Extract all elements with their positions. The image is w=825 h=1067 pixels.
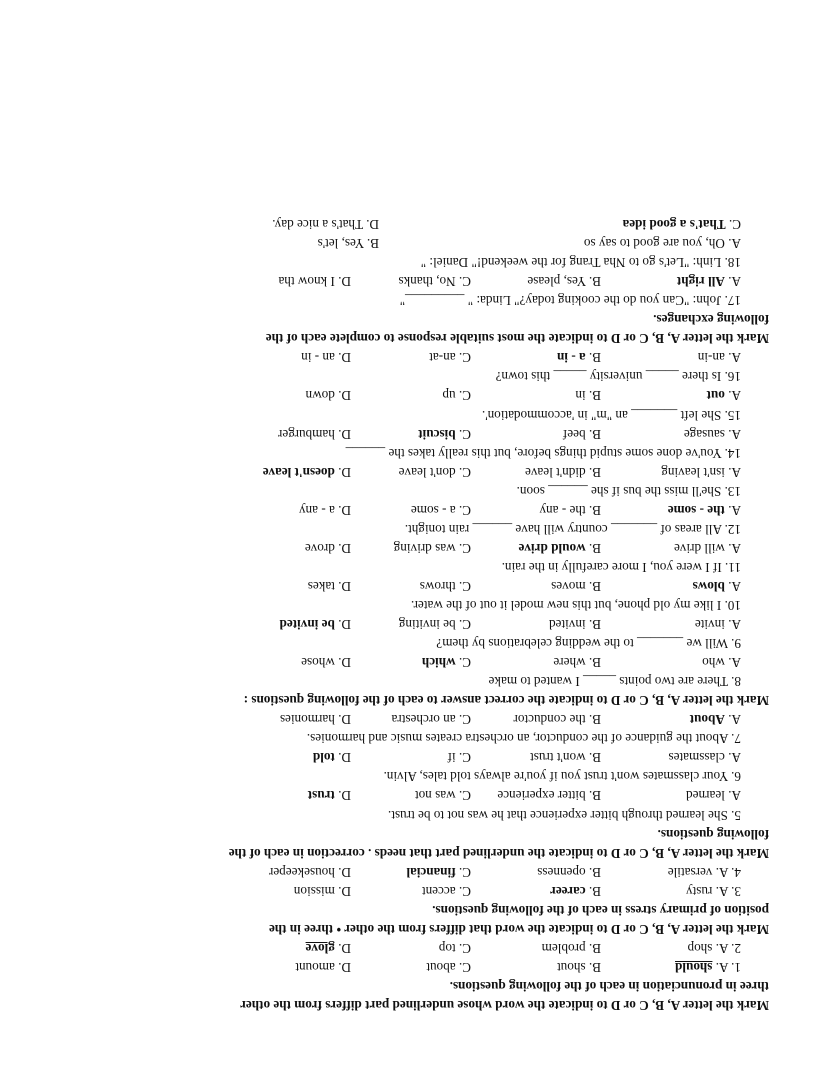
answer-options-row xyxy=(49,386,769,405)
question-stem: 7. About the guidance of the conductor, an orchestra creates music and harmonies. xyxy=(306,731,741,747)
answer-option xyxy=(422,653,471,672)
option-letter: A. xyxy=(728,788,741,804)
option-letter: D. xyxy=(338,502,351,518)
section-instruction: following questions. xyxy=(657,826,769,842)
answer-option xyxy=(698,348,741,367)
option-text: was not xyxy=(414,788,456,804)
option-letter: A. xyxy=(728,578,741,594)
option-letter: C. xyxy=(458,788,471,804)
answer-option xyxy=(392,710,471,729)
answer-options-row xyxy=(49,786,769,805)
option-letter: A. xyxy=(728,464,741,480)
option-letter: D. xyxy=(338,788,351,804)
option-text: drove xyxy=(304,540,335,556)
option-text: That's a nice day. xyxy=(272,217,364,233)
option-text: I know tha xyxy=(278,274,335,290)
question-stem: 9. Will we _______ to the wedding celebrations by them? xyxy=(436,636,741,652)
question-stem: 15. She left _______ an "m" in 'accommodation'. xyxy=(481,407,741,423)
option-text: blows xyxy=(692,578,725,594)
option-text: throws xyxy=(419,578,456,594)
option-letter: C. xyxy=(458,502,471,518)
answer-option xyxy=(398,272,471,291)
option-text: a - some xyxy=(410,502,456,518)
question-stem: 17. John: "Can you do the cooking today?" Linda: " _________" xyxy=(399,293,741,309)
option-letter: C. xyxy=(458,426,471,442)
answer-options-row xyxy=(49,748,769,767)
answer-option xyxy=(551,577,601,596)
option-letter: D. xyxy=(338,959,351,975)
answer-option xyxy=(707,386,741,405)
option-text: hamburger xyxy=(277,426,335,442)
option-text: would drive xyxy=(518,540,586,556)
answer-option xyxy=(308,577,351,596)
answer-option xyxy=(418,425,471,444)
option-letter: B. xyxy=(588,578,601,594)
section-instruction: Mark the letter A, B, C or D to indicate the word that differs from the other • three in the xyxy=(268,921,769,937)
option-text: will drive xyxy=(673,540,725,556)
option-letter: C. xyxy=(458,540,471,556)
exam-content xyxy=(49,215,769,1015)
question-stem: 16. Is there _____ university _____ this town? xyxy=(495,369,741,385)
option-text: moves xyxy=(551,578,586,594)
answer-options-row xyxy=(49,463,769,482)
answer-option xyxy=(280,615,351,634)
option-text: in xyxy=(575,388,586,404)
answer-option xyxy=(513,710,601,729)
option-text: an-in xyxy=(697,350,725,366)
answer-options-row xyxy=(49,958,769,977)
answer-option xyxy=(661,463,741,482)
answer-option xyxy=(684,425,741,444)
option-letter: A. xyxy=(728,540,741,556)
answer-option xyxy=(407,863,471,882)
option-letter: A. xyxy=(728,655,741,671)
answer-option xyxy=(399,463,471,482)
option-letter: D. xyxy=(338,712,351,728)
answer-options-row xyxy=(49,215,769,234)
section-instruction: Mark the letter A, B, C or D to indicate the correct answer to each of the following questions : xyxy=(243,693,769,709)
answer-option xyxy=(301,653,351,672)
option-text: down xyxy=(305,388,335,404)
option-text: whose xyxy=(301,655,335,671)
option-text: won't trust xyxy=(530,750,586,766)
option-text: the - some xyxy=(667,502,725,518)
answer-option xyxy=(280,710,351,729)
answer-option xyxy=(422,882,471,901)
answer-option xyxy=(537,863,601,882)
option-letter: B. xyxy=(588,617,601,633)
option-letter: D. xyxy=(338,464,351,480)
answer-options-row xyxy=(49,710,769,729)
answer-option xyxy=(695,615,741,634)
option-letter: A. xyxy=(728,426,741,442)
answer-option xyxy=(527,272,601,291)
option-letter: B. xyxy=(588,959,601,975)
option-letter: C. xyxy=(458,959,471,975)
option-letter: C. xyxy=(458,883,471,899)
answer-option xyxy=(448,748,471,767)
answer-option xyxy=(269,863,351,882)
option-letter: C. xyxy=(458,388,471,404)
option-letter: B. xyxy=(588,940,601,956)
option-text: up xyxy=(442,388,456,404)
answer-options-row xyxy=(49,653,769,672)
answer-options-row xyxy=(49,425,769,444)
answer-option xyxy=(693,577,741,596)
option-text: should xyxy=(675,959,713,975)
option-letter: C. xyxy=(458,940,471,956)
option-text: out xyxy=(706,388,725,404)
option-letter: B. xyxy=(588,788,601,804)
option-letter: D. xyxy=(338,388,351,404)
answer-option xyxy=(550,882,601,901)
answer-option xyxy=(553,653,601,672)
option-letter: C. xyxy=(458,864,471,880)
answer-option xyxy=(675,958,741,977)
option-text: Yes, let's xyxy=(317,236,365,252)
section-instruction: three in pronunciation in each of the following questions. xyxy=(449,978,769,994)
option-letter: D. xyxy=(338,655,351,671)
option-text: Yes, please xyxy=(527,274,587,290)
answer-option xyxy=(399,615,471,634)
option-letter: C. xyxy=(728,217,741,233)
answer-option xyxy=(497,786,601,805)
option-letter: B. xyxy=(588,540,601,556)
option-letter: D. xyxy=(338,940,351,956)
option-letter: B. xyxy=(588,426,601,442)
section-instruction: Mark the letter A, B, C or D to indicate the word whose underlined part differs from the other xyxy=(240,998,769,1013)
answer-option xyxy=(563,425,601,444)
section-instruction: Mark the letter A, B, C or D to indicate the underlined part that needs . correction in each of the xyxy=(228,845,769,861)
option-text: doesn't leave xyxy=(262,464,335,480)
answer-options-row xyxy=(49,577,769,596)
option-text: where xyxy=(553,655,586,671)
answer-option xyxy=(308,786,351,805)
option-letter: B. xyxy=(588,864,601,880)
section-instruction: Mark the letter A, B, C or D to indicate the most suitable response to complete each of the xyxy=(265,331,769,347)
option-letter: D. xyxy=(338,350,351,366)
answer-options-row xyxy=(49,501,769,520)
option-letter: D. xyxy=(338,883,351,899)
answer-options-row xyxy=(49,863,769,882)
answer-options-row xyxy=(49,272,769,291)
option-letter: B. xyxy=(588,274,601,290)
answer-option xyxy=(688,939,742,958)
option-letter: D. xyxy=(338,274,351,290)
answer-option xyxy=(415,786,471,805)
option-letter: C. xyxy=(458,464,471,480)
answer-options-row xyxy=(49,234,769,253)
option-text: Oh, you are good to say so xyxy=(583,236,725,252)
option-text: didn't leave xyxy=(525,464,586,480)
option-text: who xyxy=(702,655,725,671)
answer-option xyxy=(623,215,741,234)
option-letter: A. xyxy=(728,750,741,766)
answer-option xyxy=(301,348,351,367)
option-letter: B. xyxy=(366,236,379,252)
option-text: a - any xyxy=(298,502,335,518)
question-stem: 6. Your classmates won't trust you if you're always told tales, Alvin. xyxy=(383,769,741,785)
option-letter: C. xyxy=(458,274,471,290)
option-text: mission xyxy=(293,883,335,899)
option-text: was driving xyxy=(393,540,456,556)
option-letter: C. xyxy=(458,617,471,633)
answer-option xyxy=(295,958,351,977)
option-letter: A. xyxy=(728,712,741,728)
answer-option xyxy=(668,863,741,882)
option-letter: 2. A. xyxy=(715,940,741,956)
answer-option xyxy=(575,386,601,405)
option-letter: B. xyxy=(588,883,601,899)
question-stem: 13. She'll miss the bus if she ______ soon. xyxy=(516,483,741,499)
question-stem: 18. Linh: "Let's go to Nha Trang for the weekend!" Daniel: " xyxy=(420,255,741,271)
answer-option xyxy=(702,653,741,672)
option-text: That's a good idea xyxy=(622,217,726,233)
option-letter: D. xyxy=(338,540,351,556)
option-text: versatile xyxy=(667,864,713,880)
option-letter: C. xyxy=(458,655,471,671)
answer-option xyxy=(439,939,471,958)
option-text: accent xyxy=(421,883,456,899)
option-text: No, thanks xyxy=(398,274,456,290)
option-text: an-at xyxy=(429,350,456,366)
answer-option xyxy=(420,577,471,596)
option-letter: B. xyxy=(588,388,601,404)
option-text: learned xyxy=(686,788,725,804)
answer-option xyxy=(690,710,741,729)
option-text: the - any xyxy=(539,502,586,518)
option-letter: C. xyxy=(458,750,471,766)
answer-option xyxy=(313,748,351,767)
option-letter: 3. A. xyxy=(715,883,741,899)
option-letter: D. xyxy=(338,617,351,633)
answer-option xyxy=(294,882,351,901)
question-stem: 8. There are two points _____ I wanted to make xyxy=(488,674,741,690)
option-text: about xyxy=(426,959,456,975)
option-letter: C. xyxy=(458,350,471,366)
option-text: problem xyxy=(541,940,586,956)
answer-option xyxy=(305,539,351,558)
option-text: housekeeper xyxy=(268,864,335,880)
option-text: invited xyxy=(548,617,586,633)
option-letter: A. xyxy=(728,502,741,518)
option-text: beef xyxy=(562,426,586,442)
answer-option xyxy=(557,348,601,367)
option-text: don't leave xyxy=(398,464,456,480)
option-letter: B. xyxy=(588,350,601,366)
option-text: isn't leaving xyxy=(661,464,725,480)
option-text: biscuit xyxy=(418,426,456,442)
answer-option xyxy=(668,748,741,767)
option-letter: B. xyxy=(588,502,601,518)
answer-option xyxy=(539,501,601,520)
option-text: takes xyxy=(307,578,335,594)
answer-option xyxy=(263,463,351,482)
option-letter: B. xyxy=(588,655,601,671)
option-text: trust xyxy=(307,788,335,804)
section-instruction: following exchanges. xyxy=(653,312,769,328)
option-letter: D. xyxy=(338,426,351,442)
answer-option xyxy=(272,215,379,234)
option-text: told xyxy=(312,750,335,766)
option-letter: A. xyxy=(728,274,741,290)
option-letter: A. xyxy=(728,236,741,252)
option-text: career xyxy=(549,883,586,899)
answer-options-row xyxy=(49,939,769,958)
answer-option xyxy=(429,348,471,367)
option-text: invite xyxy=(694,617,725,633)
answer-option xyxy=(674,539,741,558)
option-text: top xyxy=(438,940,456,956)
question-stem: 5. She learned through bitter experience that he was not to be trust. xyxy=(387,807,741,823)
option-text: the conductor xyxy=(513,712,586,728)
question-stem: 12. All areas of _______ country will have ______ rain tonight. xyxy=(404,521,741,537)
answer-option xyxy=(686,786,741,805)
option-letter: C. xyxy=(458,578,471,594)
option-text: be inviting xyxy=(398,617,456,633)
option-text: All right xyxy=(676,274,725,290)
option-letter: A. xyxy=(728,350,741,366)
answer-options-row xyxy=(49,539,769,558)
option-text: harmonies xyxy=(279,712,335,728)
option-letter: D. xyxy=(338,578,351,594)
option-text: an - in xyxy=(301,350,335,366)
question-stem: 14. You've done some stupid things before, but this really takes the ______ xyxy=(345,445,741,461)
option-letter: C. xyxy=(458,712,471,728)
option-text: glove xyxy=(305,940,335,956)
option-letter: B. xyxy=(588,750,601,766)
option-text: amount xyxy=(295,959,335,975)
answer-option xyxy=(542,939,601,958)
answer-option xyxy=(278,425,351,444)
answer-option xyxy=(549,615,601,634)
answer-option xyxy=(668,501,741,520)
option-text: if xyxy=(447,750,456,766)
option-text: financial xyxy=(406,864,456,880)
answer-option xyxy=(426,958,471,977)
option-text: shop xyxy=(687,940,713,956)
option-letter: 4. A. xyxy=(715,864,741,880)
answer-option xyxy=(530,748,601,767)
option-text: rusty xyxy=(686,883,713,899)
option-text: openness xyxy=(537,864,586,880)
option-text: be invited xyxy=(279,617,335,633)
answer-option xyxy=(557,958,601,977)
answer-option xyxy=(306,939,351,958)
option-text: classmates xyxy=(668,750,725,766)
answer-option xyxy=(299,501,351,520)
answer-option xyxy=(525,463,601,482)
answer-option xyxy=(519,539,601,558)
answer-option xyxy=(686,882,741,901)
option-text: About xyxy=(689,712,725,728)
answer-option xyxy=(677,272,741,291)
option-letter: D. xyxy=(338,750,351,766)
option-letter: A. xyxy=(728,388,741,404)
answer-option xyxy=(318,234,379,253)
option-letter: D. xyxy=(366,217,379,233)
answer-option xyxy=(278,272,351,291)
option-text: sausage xyxy=(683,426,725,442)
option-letter: D. xyxy=(338,864,351,880)
option-text: bitter experience xyxy=(497,788,586,804)
answer-option xyxy=(442,386,471,405)
option-letter: B. xyxy=(588,712,601,728)
answer-option xyxy=(306,386,351,405)
answer-option xyxy=(394,539,471,558)
answer-option xyxy=(584,234,741,253)
answer-option xyxy=(411,501,471,520)
option-text: shout xyxy=(557,959,586,975)
option-letter: B. xyxy=(588,464,601,480)
answer-options-row xyxy=(49,348,769,367)
option-text: an orchestra xyxy=(391,712,456,728)
section-instruction: position of primary stress in each of the following questions. xyxy=(432,902,769,918)
option-text: which xyxy=(421,655,456,671)
answer-options-row xyxy=(49,882,769,901)
question-stem: 10. I like my old phone, but this new model it out of the water. xyxy=(410,598,741,614)
answer-options-row xyxy=(49,615,769,634)
option-letter: A. xyxy=(728,617,741,633)
question-stem: 11. If I were you, I more carefully in the rain. xyxy=(501,559,741,575)
option-text: a - in xyxy=(557,350,586,366)
option-letter: 1. A. xyxy=(715,959,741,975)
